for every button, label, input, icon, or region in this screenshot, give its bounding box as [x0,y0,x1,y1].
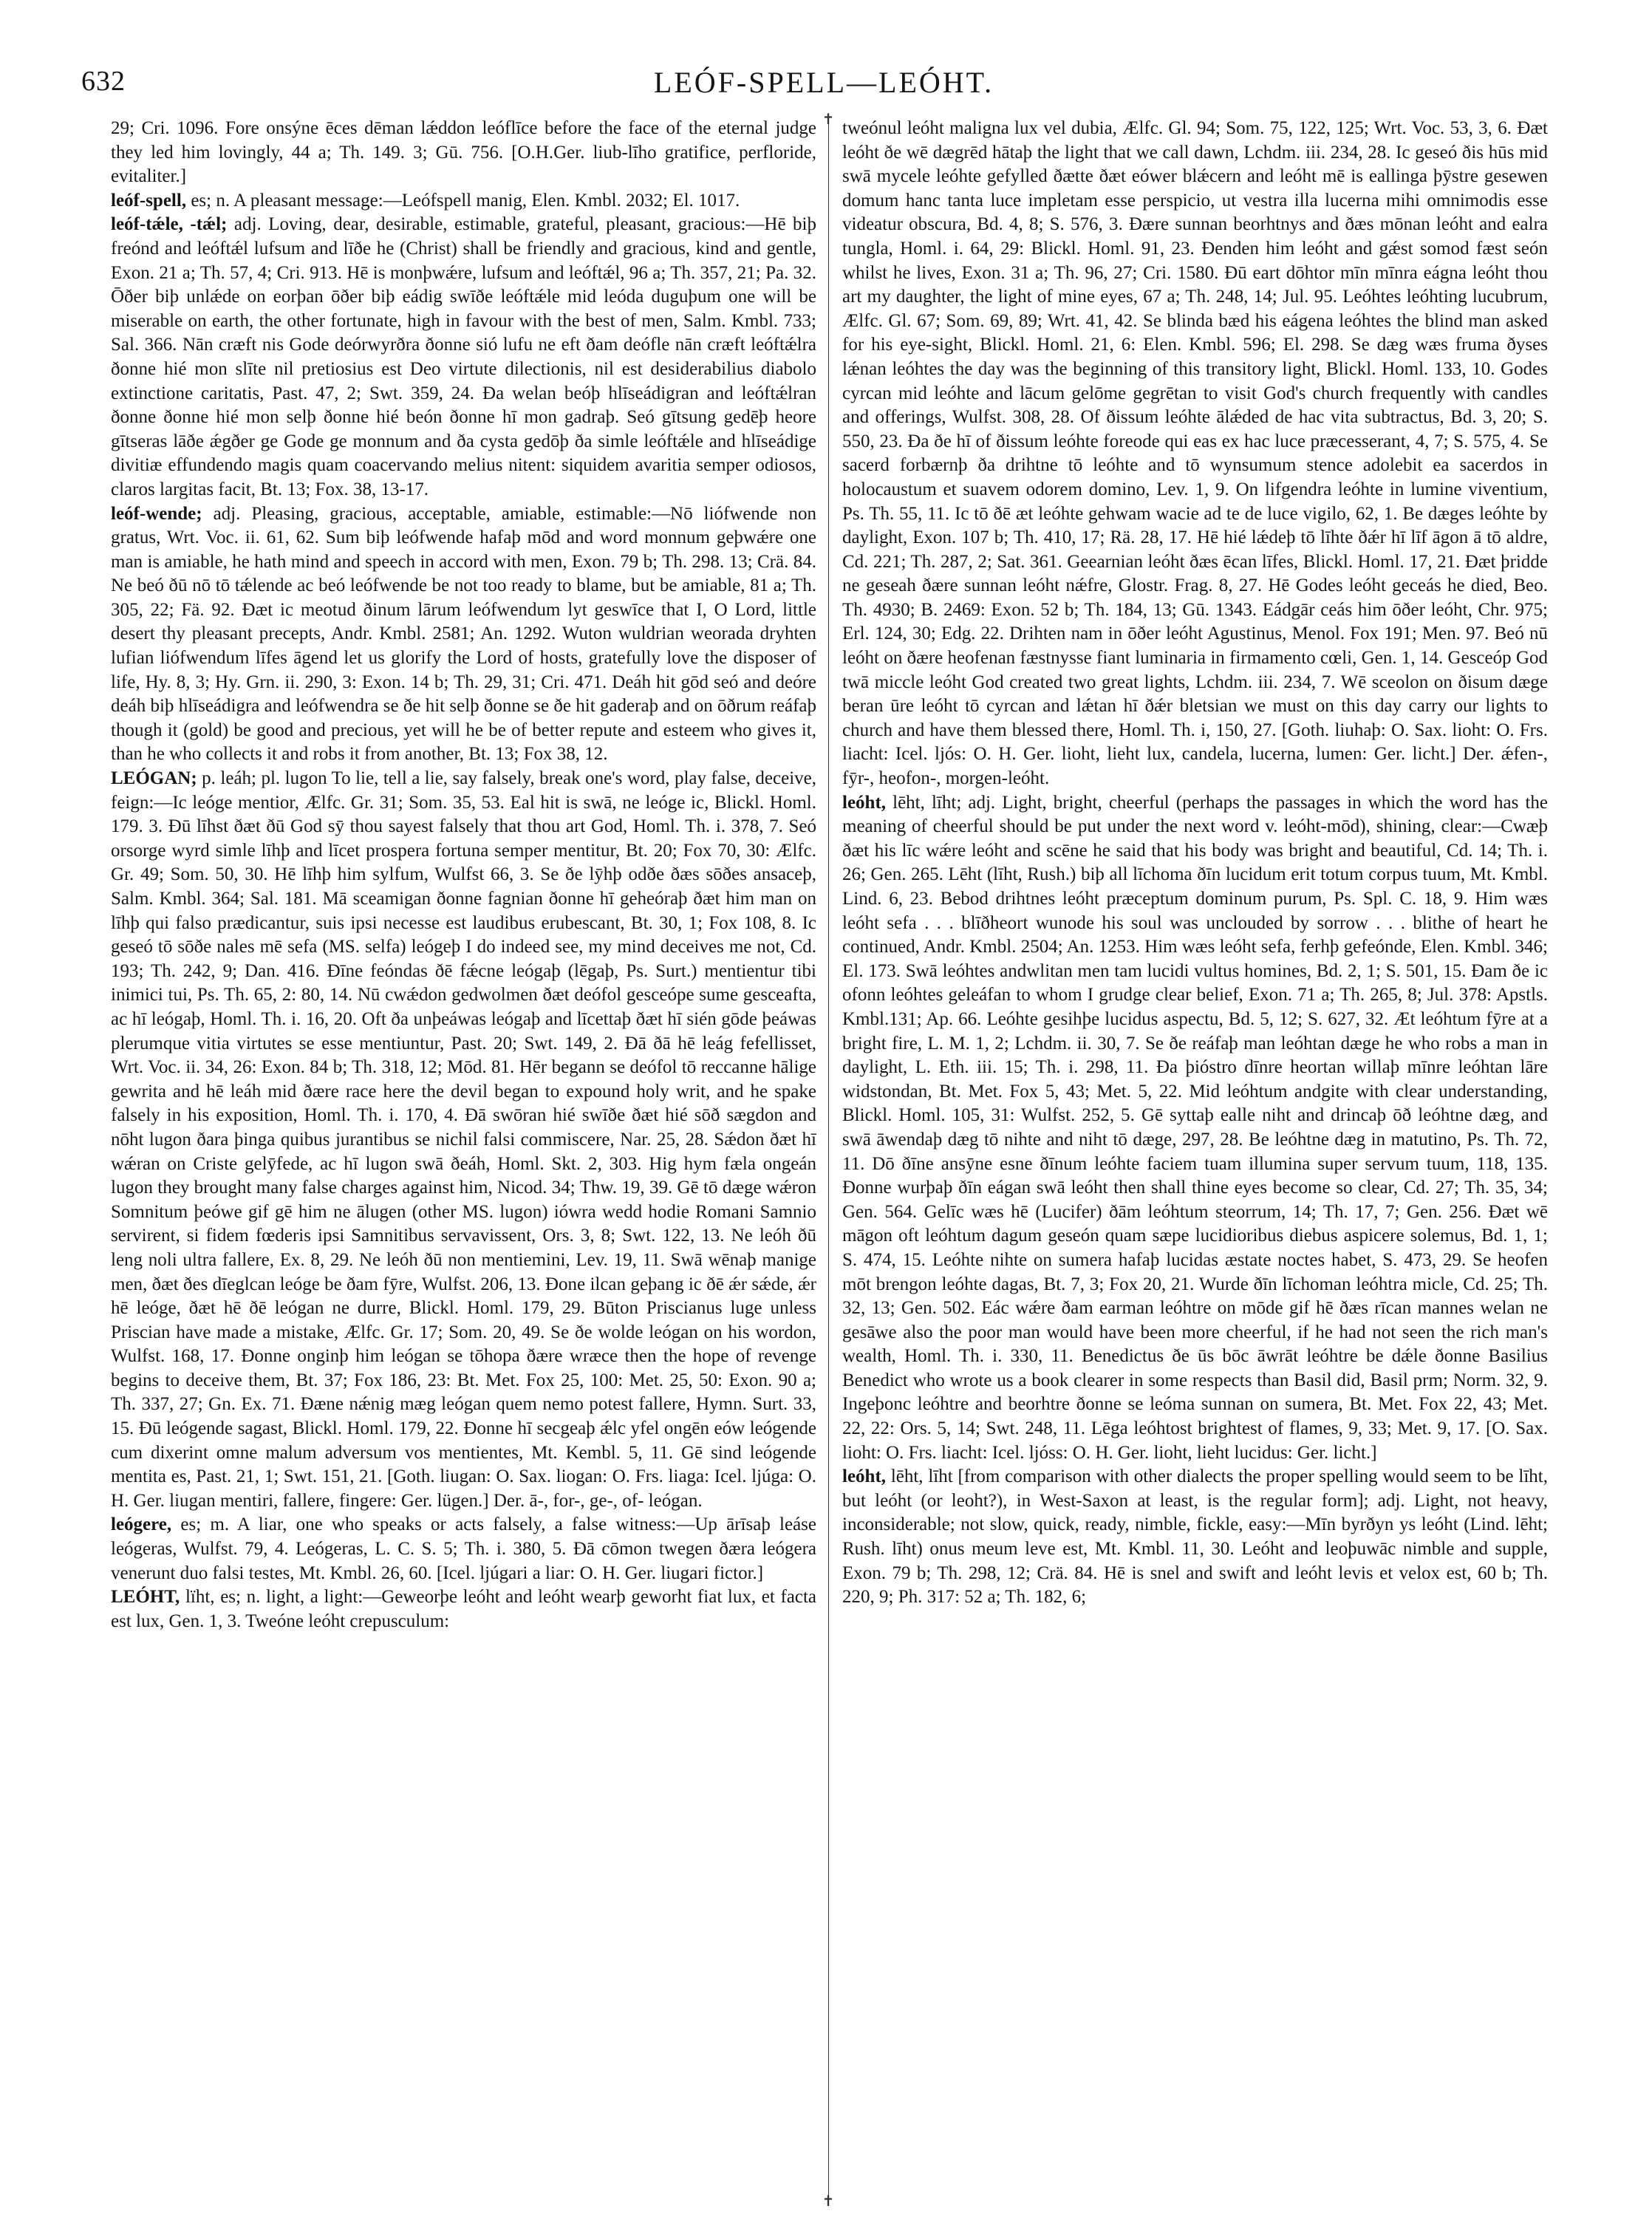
headword: leóf-tǽle, -tǽl; [111,214,228,235]
right-column [842,117,1548,2200]
entry-text: tweónul leóht maligna lux vel dubia, Ælfc. Gl. 94; Som. 75, 122, 125; Wrt. Voc. 53, 3, 6. Ðæt leóht ðe wē dægrēd hātaþ the light that we call dawn, Lchdm. iii. 234, 28. Ic geseó ðis hūs mid swā mycele leóhte gefylled ðætte ðæt eówer blǽcern and leóht mē is eallinga þȳstre gesewen domum hanc tanta luce impletam esse perspicio, ut vestra illa lucerna mihi omnimodis esse videatur obscura, Bd. 4, 8; S. 576, 3. Ðære sunnan beorhtnys and ðæs mōnan leóht and ealra tungla, Homl. i. 64, 29: Blickl. Homl. 91, 23. Ðenden him leóht and gǽst somod fæst seón whilst he lives, Exon. 31 a; Th. 96, 27; Cri. 1580. Ðū eart dōhtor mīn mīnra eágna leóht thou art my daughter, the light of mine eyes, 67 a; Th. 248, 14; Jul. 95. Leóhtes leóhting lucubrum, Ælfc. Gl. 67; Som. 69, 89; Wrt. 41, 42. Se blinda bæd his eágena leóhtes the blind man asked for his eye-sight, Blickl. Homl. 21, 6: Elen. Kmbl. 596; El. 298. Se dæg wæs fruma ðyses lǽnan leóhtes the day was the beginning of this transitory light, Blickl. Homl. 133, 10. Godes cyrcan mid leóhte and lācum gelōme gegrētan to visit God's church frequently with candles and offerings, Wulfst. 308, 28. Of ðissum leóhte ālǽded de hac vita subtractus, Bd. 3, 20; S. 550, 23. Ða ðe hī of ðissum leóhte foreode qui eas ex hac luce præcesserant, 4, 7; S. 575, 4. Se sacerd forbærnþ ða drihtne tō leóhte and tō wynsumum stence adolebit ea sacerdos in holocaustum et suavem odorem domino, Lev. 1, 9. On lifgendra leóhte in lumine viventium, Ps. Th. 55, 11. Ic tō ðē æt leóhte gehwam wacie ad te de luce vigilo, 62, 1. Be dæges leóhte by daylight, Exon. 107 b; Th. 410, 17; Rä. 28, 17. Hē hié lǽdeþ tō līhte ðǽr hī līf āgon ā tō aldre, Cd. 221; Th. 287, 2; Sat. 361. Geearnian leóht ðæs ēcan līfes, Blickl. Homl. 17, 21. Ðæt þridde ne geseah ðære sunnan leóht nǽfre, Glostr. Frag. 8, 27. Hē Godes leóht geceás he died, Beo. Th. 4930; B. 2469: Exon. 52 b; Th. 184, 13; Gū. 1343. Eádgār ceás him ōðer leóht, Chr. 975; Erl. 124, 30; Edg. 22. Drihten nam in ōðer leóht Agustinus, Menol. Fox 191; Men. 97. Beó nū leóht on ðære heofenan fæstnysse fiant luminaria in firmamento cœli, Gen. 1, 14. Gesceóp God twā miccle leóht God created two great lights, Lchdm. iii. 234, 7. Wē sceolon on ðisum dæge beran ūre leóht tō cyrcan and lǽtan hī ðǽr bletsian we must on this day carry our lights to church and have them blessed there, Homl. Th. i, 150, 27. [Goth. liuhaþ: O. Sax. lioht: O. Frs. liacht: Icel. ljós: O. H. Ger. lioht, lieht lux, candela, lucerna, lumen: Ger. licht.] Der. ǽfen-, fȳr-, heofon-, morgen-leóht. [842,118,1548,789]
headword: leóht, [842,792,887,813]
column-rule-ornament-bottom: ✝ [822,2193,835,2210]
headword: leógere, [111,1514,172,1535]
entry-text: es; m. A liar, one who speaks or acts falsely, a false witness:—Up ārīsaþ leáse leógeras, Wulfst. 79, 4. Leógeras, L. C. S. 5; Th. i. 380, 5. Ðā cōmon twegen ðæra leógera venerunt duo falsi testes, Mt. Kmbl. 26, 60. [Icel. ljúgari a liar: O. H. Ger. liugari fictor.] [111,1514,816,1583]
entry-text: p. leáh; pl. lugon To lie, tell a lie, say falsely, break one's word, play false, deceive, feign:—Ic leóge mentior, Ælfc. Gr. 31; Som. 35, 53. Eal hit is swā, ne leóge ic, Blickl. Homl. 179. 3. Ðū līhst ðæt ðū God sȳ thou sayest falsely that thou art God, Homl. Th. i. 378, 7. Seó orsorge wyrd simle līhþ and līcet prospera fortuna semper mentitur, Bt. 20; Fox 70, 30: Ælfc. Gr. 49; Som. 50, 30. Hē līhþ him sylfum, Wulfst 66, 3. Se ðe lȳhþ odðe ðæs sōðes ansaceþ, Salm. Kmbl. 364; Sal. 181. Mā sceamigan ðonne fagnian ðonne hī geheóraþ ðæt him man on līhþ qui falso prædicantur, suis ipsi necesse est laudibus erubescant, Bt. 30, 1; Fox 108, 8. Ic geseó tō sōðe nales mē sefa (MS. selfa) leógeþ I do indeed see, my mind deceives me not, Cd. 193; Th. 242, 9; Dan. 416. Ðīne feóndas ðē fǽcne leógaþ (lēgaþ, Ps. Surt.) mentientur tibi inimici tui, Ps. Th. 65, 2: 80, 14. Nū cwǽdon gedwolmen ðæt deófol gesceópe sume gesceafta, ac hī leógaþ, Homl. Th. i. 16, 20. Oft ða unþeáwas leógaþ and līcettaþ ðæt hī sién gōde þeáwas plerumque vitia virtutes se esse mentiuntur, Past. 20; Swt. 149, 2. Ðā ðā hē leág fefellisset, Wrt. Voc. ii. 34, 26: Exon. 84 b; Th. 318, 12; Mōd. 81. Hēr begann se deófol tō reccanne hālige gewrita and hē leáh mid ðære race here the devil began to expound holy writ, and he spake falsely in his exposition, Homl. Th. i. 170, 4. Ðā swōran hié swīðe ðæt hié sōð sægdon and nōht lugon ðara þinga quibus jurantibus se nichil falsi commiscere, Nar. 25, 28. Sǽdon ðæt hī wǽran on Criste gelȳfede, ac hī lugon swā ðeáh, Homl. Skt. 2, 303. Hig hym fæla ongeán lugon they brought many false charges against him, Nicod. 34; Thw. 19, 39. Gē tō dæge wǽron Somnitum þeówe gif gē him ne ālugen (other MS. lugon) iówra wedd hodie Romani Samnio servirent, si fidem fœderis ipsi Samnitibus servavissent, Ors. 3, 8; Swt. 122, 13. Ne leóh ðū leng noli ultra fallere, Ex. 8, 29. Ne leóh ðū non mentiemini, Lev. 19, 11. Swā wēnaþ manige men, ðæt ðes dīeglcan leóge be ðam fȳre, Wulfst. 206, 13. Ðone ilcan geþang ic ðē ǽr sǽde, ǽr hē leóge, ðæt hē ðē leógan ne durre, Blickl. Homl. 179, 29. Būton Priscianus luge unless Priscian have made a mistake, Ælfc. Gr. 17; Som. 20, 49. Se ðe wolde leógan on his wordon, Wulfst. 168, 17. Ðonne onginþ him leógan se tōhopa ðære wræce then the hope of revenge begins to deceive them, Bt. 37; Fox 186, 23: Bt. Met. Fox 25, 100: Met. 25, 50: Exon. 90 a; Th. 337, 27; Gn. Ex. 71. Ðæne nǽnig mæg leógan quem nemo potest fallere, Hymn. Surt. 33, 15. Ðū leógende sagast, Blickl. Homl. 179, 22. Ðonne hī secgeaþ ǽlc yfel ongēn eów leógende cum dixerint omne malum adversum vos mentientes, Mt. Kembl. 5, 11. Gē sind leógende mentita es, Past. 21, 1; Swt. 151, 21. [Goth. liugan: O. Sax. liogan: O. Frs. liaga: Icel. ljúga: O. H. Ger. liugan mentiri, fallere, fingere: Ger. lügen.] Der. ā-, for-, ge-, of- leógan. [111,768,816,1511]
headword: LEÓGAN; [111,768,197,789]
entry [111,213,816,502]
headword: LEÓHT, [111,1587,180,1608]
entry [842,117,1548,791]
running-head: LEÓF-SPELL—LEÓHT. [653,66,994,99]
entry-text: adj. Loving, dear, desirable, estimable, grateful, pleasant, gracious:—Hē biþ freónd and leóftǽl lufsum and līðe he (Christ) shall be friendly and gracious, kind and gentle, Exon. 21 a; Th. 57, 4; Cri. 913. Hē is monþwǽre, lufsum and leóftǽl, 96 a; Th. 357, 21; Pa. 32. Ōðer biþ unlǽde on eorþan ōðer biþ eádig swīðe leóftǽle mid leóda duguþum one will be miserable on earth, the other fortunate, high in favour with the best of men, Salm. Kmbl. 733; Sal. 366. Nān cræft nis Gode deórwyrðra ðonne sió lufu ne eft ðam deófle nān cræft leóftǽlra ðonne hié mon slīte nil pretiosius est Deo virtute dilectionis, nil est desiderabilius diabolo extinctione caritatis, Past. 47, 2; Swt. 359, 24. Ða welan beóþ hlīseádigran and leóftǽlran ðonne ðonne hié mon selþ ðonne hié beón ðonne hī mon gadraþ. Seó gītsung gedēþ heore gītseras lāðe ǽgðer ge Gode ge monnum and ða cysta gedōþ ða simle leóftǽle and hlīseádige divitiæ effundendo magis quam coacervando melius nitent: siquidem avaritia semper odiosos, claros largitas facit, Bt. 13; Fox. 38, 13-17. [111,214,816,499]
column-divider [828,120,829,2196]
entry [111,117,816,189]
entry [842,791,1548,1466]
entry [111,1585,816,1633]
entry-text: lïht, es; n. light, a light:—Geweorþe leóht and leóht wearþ geworht fiat lux, et facta est lux, Gen. 1, 3. Tweóne leóht crepusculum: [111,1587,816,1631]
left-column [111,117,816,2200]
entry-text: lēht, līht [from comparison with other dialects the proper spelling would seem to be līht, but leóht (or leoht?), in West-Saxon at least, is the regular form]; adj. Light, not heavy, inconsiderable; not slow, quick, ready, nimble, fickle, easy:—Mīn byrðyn ys leóht (Lind. lēht; Rush. līht) onus meum leve est, Mt. Kmbl. 11, 30. Leóht and leoþuwāc nimble and supple, Exon. 79 b; Th. 298, 12; Crä. 84. Hē is snel and swift and leóht levis et velox est, 60 b; Th. 220, 9; Ph. 317: 52 a; Th. 182, 6; [842,1466,1548,1608]
entry [842,1465,1548,1610]
entry-text: lēht, līht; adj. Light, bright, cheerful (perhaps the passages in which the word has the meaning of cheerful should be put under the next word v. leóht-mōd), shining, clear:—Cwæþ ðæt his līc wǽre leóht and scēne he said that his body was bright and beautiful, Cd. 14; Th. i. 26; Gen. 265. Lēht (līht, Rush.) biþ all līchoma ðīn lucidum erit totum corpus tuum, Mt. Kmbl. Lind. 6, 23. Bebod drihtnes leóht præceptum dominum purum, Ps. Spl. C. 18, 9. Him wæs leóht sefa . . . blīðheort wunode his soul was unclouded by sorrow . . . blithe of heart he continued, Andr. Kmbl. 2504; An. 1253. Him wæs leóht sefa, ferhþ gefeónde, Elen. Kmbl. 346; El. 173. Swā leóhtes andwlitan men tam lucidi vultus homines, Bd. 2, 1; S. 501, 15. Ðam ðe ic ofonn leóhtes geleáfan to whom I grudge clear belief, Exon. 71 a; Th. 265, 8; Jul. 378: Apstls. Kmbl.131; Ap. 66. Leóhte gesihþe lucidus aspectu, Bd. 5, 12; S. 627, 32. Æt leóhtum fȳre at a bright fire, L. M. 1, 2; Lchdm. ii. 30, 7. Se ðe reáfaþ man leóhtan dæge he who robs a man in daylight, L. Eth. iii. 15; Th. i. 298, 11. Ða þióstro dīnre heortan willaþ mīnre leóhtan lāre widstondan, Bt. Met. Fox 5, 43; Met. 5, 22. Mid leóhtum andgite with clear understanding, Blickl. Homl. 105, 31: Wulfst. 252, 5. Gē syttaþ ealle niht and drincaþ ōð leóhtne dæg, and swā āwendaþ dæg tō nihte and niht tō dæge, 297, 28. Be leóhtne dæg in matutino, Ps. Th. 72, 11. Dō ðīne ansȳne esne ðīnum leóhte faciem tuam illumina super servum tuum, 118, 135. Ðonne wurþaþ ðīn eágan swā leóht then shall thine eyes become so clear, Cd. 27; Th. 35, 34; Gen. 564. Gelīc wæs hē (Lucifer) ðām leóhtum steorrum, 14; Th. 17, 7; Gen. 256. Ðæt wē māgon oft leóhtum dagum geseón quam sæpe lucidioribus diebus aspicere solemus, Bd. 1, 1; S. 474, 15. Leóhte nihte on sumera hafaþ lucidas æstate noctes habet, S. 473, 29. Se heofen mōt brengon leóhte dagas, Bt. 7, 3; Fox 20, 21. Wurde ðīn līchoman leóhtra micle, Cd. 25; Th. 32, 13; Gen. 502. Eác wǽre ðam earman leóhtre on mōde gif hē ðæs rīcan mannes welan ne gesāwe also the poor man would have been more cheerful, if he had not seen the rich man's wealth, Homl. Th. i. 330, 11. Benedictus ðe ūs bōc āwrāt leóhtre be dǽle ðonne Basilius Benedict who wrote us a book clearer in some respects than Basil did, Basil prm; Norm. 32, 9. Ingeþonc leóhtre and beorhtre ðonne se leóma sunnan on sumera, Bt. Met. Fox 22, 43; Met. 22, 22: Ors. 5, 14; Swt. 248, 11. Lēga leóhtost brightest of flames, 9, 33; Met. 9, 17. [O. Sax. lioht: O. Frs. liacht: Icel. ljóss: O. H. Ger. lioht, lieht lucidus: Ger. licht.] [842,792,1548,1463]
headword: leóf-wende; [111,503,202,524]
entry [111,189,816,214]
entry-text: es; n. A pleasant message:—Leófspell manig, Elen. Kmbl. 2032; El. 1017. [191,190,740,211]
entry [111,502,816,768]
headword: leóf-spell, [111,190,187,211]
entry [111,1513,816,1585]
headword: leóht, [842,1466,887,1487]
column-rule-ornament-top: ✝ [822,112,835,128]
page-number: 632 [81,66,126,97]
entry-text: adj. Pleasing, gracious, acceptable, amiable, estimable:—Nō liófwende non gratus, Wrt. Voc. ii. 61, 62. Sum biþ leófwende hafaþ mōd and word monnum geþwǽre one man is amiable, he hath mind and speech in accord with men, Exon. 79 b; Th. 298. 13; Crä. 84. Ne beó ðū nō tō tǽlende ac beó leófwende be not too ready to blame, but be amiable, 81 a; Th. 305, 22; Fä. 92. Ðæt ic meotud ðinum lārum leófwendum lyt geswīce that I, O Lord, little desert thy pleasant precepts, Andr. Kmbl. 2581; An. 1292. Wuton wuldrian weorada dryhten lufian liófwendum līfes āgend let us glorify the Lord of hosts, gratefully love the disposer of life, Hy. 8, 3; Hy. Grn. ii. 290, 3: Exon. 14 b; Th. 29, 31; Cri. 471. Deáh hit gōd seó and deóre deáh biþ hlīseádigra and leófwendra se ðe hit selþ ðonne se ðe hit gaderaþ and on ōðrum reáfaþ though it (gold) be good and precious, yet will he be of better repute and esteem who gives it, than he who collects it and robs it from another, Bt. 13; Fox 38, 12. [111,503,816,765]
page-header [81,65,1566,109]
entry-text: 29; Cri. 1096. Fore onsýne ēces dēman lǽddon leóflīce before the face of the eternal judge they led him lovingly, 44 a; Th. 149. 3; Gū. 756. [O.H.Ger. liub-līho gratifice, perfloride, evitaliter.] [111,118,816,187]
entry [111,767,816,1513]
